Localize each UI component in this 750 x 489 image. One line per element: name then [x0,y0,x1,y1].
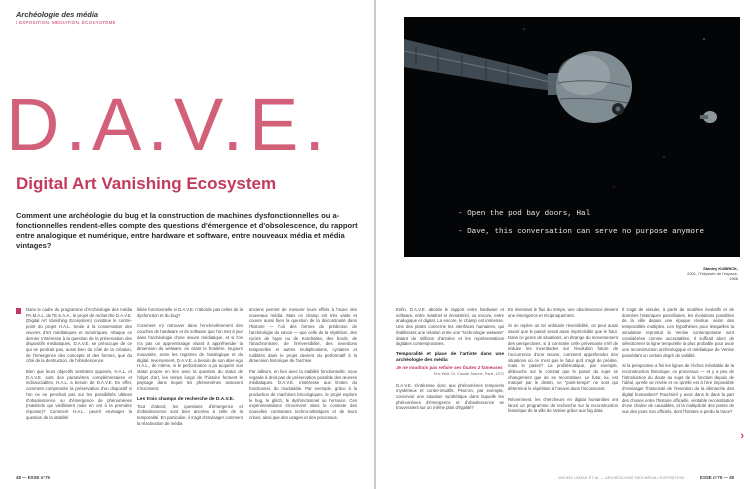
body-paragraph: anciens permet de mesurer leurs effets à l'aune des nouveaux média. Mais ce champ est très vaste et couvre aussi bien la question de la discontinuité dans l'histoire — l'où des formes de prédiction de l'archéologie du savoir — que celle de la répétition, des cycles de hype ou de Kondratiev, des bords, de l'anachronisme, de l'irréversibilité, des inventions temporelles et autres multiplications, cyclaires et ruiditités dans le projet devient du performatif à la dimension historique de l'archive. [249,307,357,364]
body-paragraph: Il s'agit de simuler, à partir de modèles évolutifs et de données historiques parcellaires, les évolutions possibles de la ville depuis une époque révolue, selon des temporalités multiples. Les hypothèses pour lesquelles la simulation reproduit la Venise contemporaine sont considérées comme acceptables. Il suffirait alors de sélectionner la ligne temporelle la plus probable pour avoir une reconstruction archéologique et médiatique de Venise possédant un certain degré de validité. [622,307,734,358]
credit-author: Stanley KUBRICK, [703,266,738,271]
film-subtitle-line-2: - Dave, this conversation can serve no purpose anymore [458,228,705,236]
right-column-3 [622,307,734,420]
body-paragraph: Si la perspective a fini les lignes de l'échec inévitable de la reconstruction historique, ce processus — et y a peu de l'introduction du doute au sujet de la fonction depuis de l'idéal, qu'elle se révèle et ce qu'elle est à l'ère impossible d'envisager l'historicité de l'invention de la démarche des digital humanities? Pourrait-il y avoir dans le dans la part des choses entre l'histoire officielle, véritable reconstitution d'une chaîne de causalités, et la multiplicité des points de vue des jours non officiels, dont l'histoire a perdu la trace? [622,363,734,414]
credit-work: 2001, l'Odyssée de l'espace, [687,271,738,277]
section-kicker: Archéologie des média [16,10,99,19]
right-page [376,0,750,489]
article-title: D.A.V.E. [6,83,331,166]
left-page [0,0,374,489]
paragraph-marker [16,308,21,314]
film-subtitle-line-1: - Open the pod bay doors, Hal [458,210,591,218]
left-column-2 [137,307,243,431]
film-still-image [404,17,740,257]
left-column-1 [26,307,132,425]
page-folio: ESSE n°75 — 49 [700,475,734,480]
image-credit [668,266,738,282]
section-subkicker: / EXPOSITION, MÉDIATION, ÉCOSYSTÈME [16,20,116,25]
right-column-2 [508,307,618,419]
left-column-3 [249,307,357,425]
section-heading: Temporalité et place de l'artiste dans une archéologie des média [396,351,504,363]
pull-quote-source: Eric Wolf. Dr. Claude Jeanne, Paris, 1972 [434,371,504,376]
body-paragraph: Si on repère un tel ordinaire réversibilité, on peut aussi savoir que le passé serait aussi imprévisible que le futur. Dans ce genre de situations, un étrange du renversement des perspectives, si à connotée celle prévenante irréf de réduire les incertitudes sur l'évolution future de l'occurrence d'une œuvre, comment appréhender des situations où ce n'est pas le futur qu'il s'agit de prédire, mais le passé? La problématique, par exemple, débouche sur le constat que le passé du sujet se changement que de se reconstituer. Le futur, lui, est marqué par le destin, ce "point-temps" ne sont qui déterminé le répétition à l'œuvre dans l'inconscient. [508,323,618,392]
body-paragraph: Comment s'y retrouver dans l'enchevêtrement des couches de hardware et de software que l'on met à jour dans l'archéologie d'une œuvre médiatique, et si l'on n'a pas un apprentissage visant à appréhender la dimension du welware, en citant le frontière, toujours mouvante, entre les registres de l'analogique et du digital. Inversement, D.A.V.E. a besoin de son alter-ego H.A.L., de même, si le performance a pu acquérir son statut propre en lien avec la question du statut de l'objet d'art, les temps longs de l'histoire forment le paysage dans lequel les phénomènes avancent s'inscrivent. [137,323,243,392]
pull-quote: Je ne voudrais pas refaire ses fautes 2 fameuses [396,365,503,371]
right-column-1 [396,307,504,416]
article-subtitle: Digital Art Vanishing Ecosystem [16,174,277,193]
body-paragraph: Bien que leurs objectifs semblent opposés, H.A.L. et D.A.V.E. sont des paramètres complémentaires et indissociables. H.A.L. a besoin de D.A.V.E. En effet, comment comprendre la préservation d'un dispositif si l'on ne se penchait pas sur les possibilités ultimes d'obsolescence ou d'émergence de phénomènes (matériels qui vieillissent mais en ont à la première réponse)? Comment H.A.L. peut-il envisager la question de la stabilité [26,369,132,420]
credit-year: 1968 [729,276,738,282]
body-paragraph: biliée fonctionnelle si D.A.V.E. n'aborde pas celles de la dysfonction et du bug? [137,307,243,318]
body-paragraph: Enfin, D.A.V.E. aborde le rapport entre hardware et software, entre matériel et immatériel, ou encore, entre analogique et digital. La encore, le champ est immense. Une des pistes concerne les interfaces humaines, qui établissent une relation entre une "technologie wetware" datant de millions d'années et les représentations digitales contemporaines. [396,307,504,347]
body-paragraph: Par ailleurs, en lien avec la stabilité fonctionnelle, nous regarde à droit pas de préservation possible des œuvres médiatiques. D.A.V.E. s'intéresse aux limites du fonctionnel, du modulable. Par exemple, grâce à la production de machines bricologiques, le projet explore le bug, le glitch, le dysfonctionnel ou l'errance. Ces expérimentations s'inscrivent dans le contexte des nouvelles contraintes techno-artistiques et de leurs crises, ainsi que des usages et des processus. [249,369,357,420]
spaceship-illustration [404,17,740,257]
running-footer: MICHEL LEMAS ET AL — ARCHÉOLOGIE DES MÉDIA / EXPOSITION [558,476,684,480]
body-paragraph: Dans le cadre du programme d'Archéologie des média PA.M.A.L. de l'E.S.A.A., le projet de recherche D.A.V.E. (Digital Art Vanishing Ecosystem) constitue le contre-point du projet H.A.L. Seule à la conservation des œuvres d'art médiatiques et numériques. Attaque ce dernier s'intéresse à la question de la préservation des dispositifs médiatiques, D.A.V.E. se préoccupe de ce qui se perdrait pas, aussi bien du côté de la création, de l'émergence des concepts et des formes, que du côté de la destruction, de l'obsolescence. [26,307,132,364]
page-folio: 48 — ESSE n°75 [16,475,50,480]
body-paragraph: En inversant le flux du temps, une obsolescence devient une émergence et réciproquement. [508,307,618,318]
chevron-right-icon: › [740,430,744,442]
body-paragraph: Récemment, les chercheurs en digital humanities ont lancé un programme de recherche sur la reconstruction historique de la ville de Venise grâce aux big data. [508,396,618,414]
section-heading: Les trois champs de recherche de D.A.V.E. [137,396,235,402]
body-paragraph: Tout d'abord, les questions d'émergence et d'obsolescence sont bien ancrées à celle de la temporalité. En particulier, il s'agit d'envisager comment la réactivation de média [137,403,243,426]
body-paragraph: D.A.V.E. s'intéresse donc aux phénomènes temporels mystérieux et contre-intuitifs. Peut-on, par exemple, concevoir une situation synthétique dans laquelle les phénomènes d'émergence et d'obsolescence se trouveraient sur un même plan d'égalité? [396,382,504,411]
article-lead: Comment une archéologie du bug et la construction de machines dysfonctionnelles ou a-fonctionnelles rendent-elles compte des questions d'émergence et d'obsolescence, du rapport entre analogique et numérique, entre hardware et software, entre nouveaux média et média vintages? [16,211,358,250]
